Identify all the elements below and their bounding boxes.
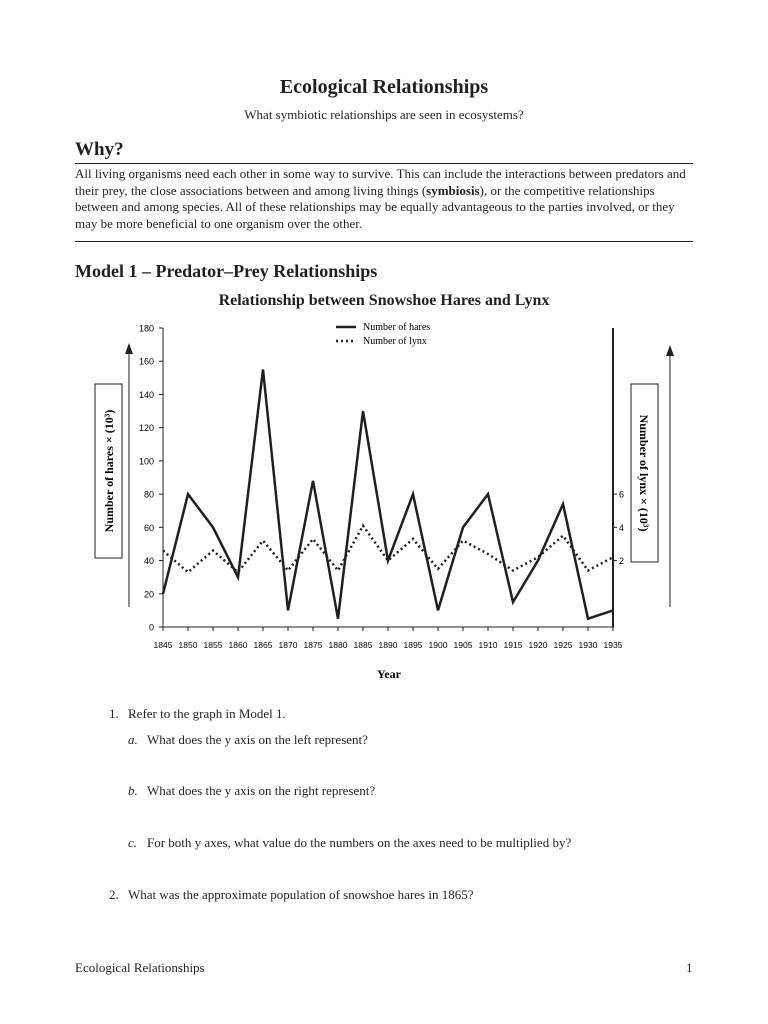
x-tick-label: 1885 xyxy=(353,640,373,650)
x-tick-label: 1845 xyxy=(153,640,173,650)
left-y-tick-label: 40 xyxy=(143,556,154,567)
x-tick-label: 1860 xyxy=(228,640,248,650)
question-1b-text: What does the y axis on the right represent? xyxy=(147,783,376,798)
page-number: 1 xyxy=(686,960,693,975)
why-text-before: All living organisms need each other in some way to survive. This can include the interactions between predators and their prey, the close associations between and among living things ( xyxy=(75,166,686,198)
left-y-tick-label: 140 xyxy=(138,389,154,400)
question-1a-text: What does the y axis on the left represent? xyxy=(147,732,368,747)
chart-title: Relationship between Snowshoe Hares and Lynx xyxy=(218,292,550,309)
right-axis-label: Number of lynx × (10³) xyxy=(637,414,651,532)
left-y-tick-label: 0 xyxy=(148,622,154,633)
legend-lynx-label: Number of lynx xyxy=(363,336,427,347)
left-y-tick-label: 20 xyxy=(143,589,154,600)
left-y-tick-label: 120 xyxy=(138,423,154,434)
left-y-tick-label: 60 xyxy=(143,522,154,533)
x-tick-label: 1935 xyxy=(603,640,623,650)
left-y-tick-label: 80 xyxy=(143,489,154,500)
x-tick-label: 1895 xyxy=(403,640,423,650)
x-tick-label: 1900 xyxy=(428,640,448,650)
x-tick-label: 1905 xyxy=(453,640,473,650)
x-tick-label: 1880 xyxy=(328,640,348,650)
left-axis-label: Number of hares × (10³) xyxy=(102,409,116,533)
x-tick-label: 1930 xyxy=(578,640,598,650)
question-1-number: 1. xyxy=(109,706,119,721)
left-y-tick-label: 160 xyxy=(138,356,154,367)
left-y-tick-label: 100 xyxy=(138,456,154,467)
footer-title: Ecological Relationships xyxy=(75,960,205,975)
x-tick-label: 1875 xyxy=(303,640,323,650)
question-1a-label: a. xyxy=(128,732,138,747)
x-tick-label: 1865 xyxy=(253,640,273,650)
question-1c-label: c. xyxy=(128,835,138,850)
x-tick-label: 1870 xyxy=(278,640,298,650)
x-tick-label: 1915 xyxy=(503,640,523,650)
why-heading: Why? xyxy=(75,139,124,160)
question-2-number: 2. xyxy=(109,887,119,902)
model-heading: Model 1 – Predator–Prey Relationships xyxy=(75,261,378,281)
x-tick-label: 1910 xyxy=(478,640,498,650)
question-1c-text: For both y axes, what value do the numbers on the axes need to be multiplied by? xyxy=(147,835,572,850)
series-lynx-line xyxy=(163,526,613,573)
why-text-after: ), or the competitive relationships between and among species. All of these relationships may be equally advantageous to the parties involved, or they may be more beneficial to one organism over the other. xyxy=(75,182,675,231)
right-y-tick-label: 2 xyxy=(619,556,625,567)
x-axis-label: Year xyxy=(377,667,401,681)
question-2-text: What was the approximate population of snowshoe hares in 1865? xyxy=(128,887,474,902)
question-1b-label: b. xyxy=(128,783,138,798)
left-y-tick-label: 180 xyxy=(138,323,154,334)
x-tick-label: 1920 xyxy=(528,640,548,650)
right-y-tick-label: 4 xyxy=(619,522,625,533)
page-subtitle: What symbiotic relationships are seen in ecosystems? xyxy=(244,107,524,122)
why-bold-term: symbiosis xyxy=(426,182,480,198)
page-title: Ecological Relationships xyxy=(279,76,489,98)
x-tick-label: 1855 xyxy=(203,640,223,650)
question-1-text: Refer to the graph in Model 1. xyxy=(128,706,286,721)
left-arrow-head xyxy=(125,343,133,354)
right-y-tick-label: 6 xyxy=(619,489,625,500)
x-tick-label: 1925 xyxy=(553,640,573,650)
x-tick-label: 1890 xyxy=(378,640,398,650)
right-arrow-head xyxy=(666,345,674,356)
series-hares-line xyxy=(163,370,613,619)
x-tick-label: 1850 xyxy=(178,640,198,650)
legend-hares-label: Number of hares xyxy=(363,322,431,333)
